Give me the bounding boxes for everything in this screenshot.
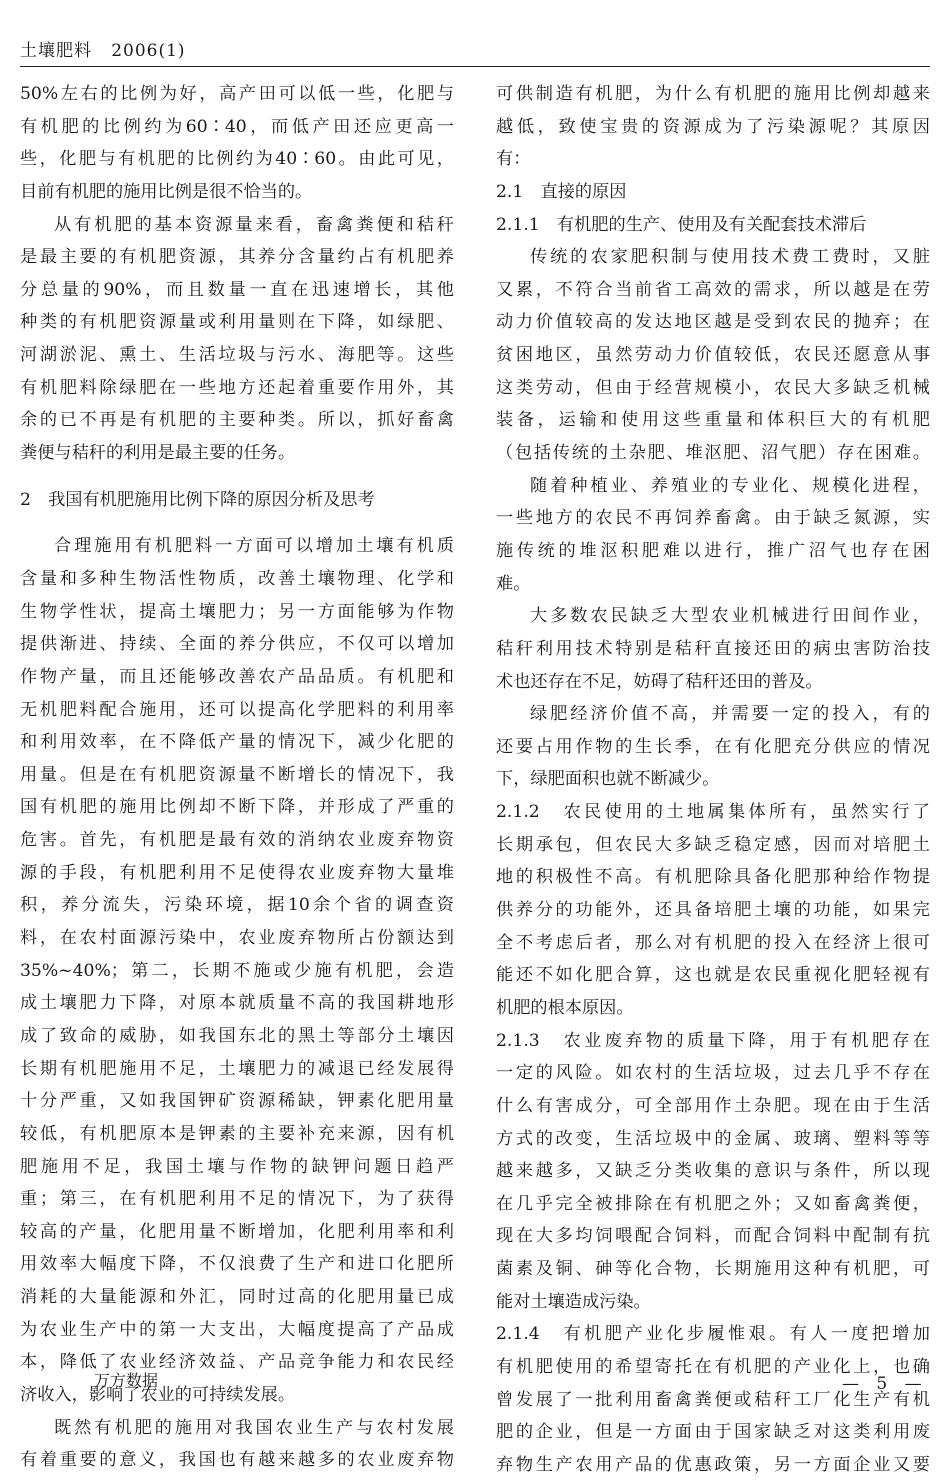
text-line: 为农业生产中的第一大支出，大幅度提高了产品成 [20, 1319, 454, 1340]
text-line: 长期有机肥施用不足，土壤肥力的减退已经发展得 [20, 1058, 454, 1079]
text-line: 弃物生产农用产品的优惠政策，另一方面企业又要 [496, 1454, 930, 1475]
text-line: 提供渐进、持续、全面的养分供应，不仅可以增加 [20, 634, 454, 655]
text-line: 粪便与秸秆的利用是最主要的任务。 [20, 443, 296, 464]
text-line: 较低，有机肥原本是钾素的主要补充来源，因有机 [20, 1123, 454, 1144]
text-line: 肥的企业，但是一方面由于国家缺乏对这类利用废 [496, 1422, 930, 1443]
text-line: 危害。首先，有机肥是最有效的消纳农业废弃物资 [20, 830, 454, 851]
section-heading: 2 我国有机肥施用比例下降的原因分析及思考 [20, 489, 375, 510]
text-line: 什么有害成分，可全部用作土杂肥。现在由于生活 [496, 1095, 930, 1116]
text-line: 河湖淤泥、熏土、生活垃圾与污水、海肥等。这些 [20, 345, 454, 366]
text-line: 一些地方的农民不再饲养畜禽。由于缺乏氮源，实 [496, 508, 930, 529]
text-line: 越来越多，又缺乏分类收集的意识与条件，所以现 [496, 1161, 930, 1182]
text-line: 国有机肥的施用比例却不断下降，并形成了严重的 [20, 797, 454, 818]
text-line: 施传统的堆沤积肥难以进行，推广沼气也存在困 [496, 540, 930, 561]
text-line: 现在大多均饲喂配合饲料，而配合饲料中配制有抗 [496, 1226, 930, 1247]
text-line: 和利用效率，在不降低产量的情况下，减少化肥的 [20, 732, 454, 753]
text-line: 又累，不符合当前省工高效的需求，所以越是在劳 [496, 279, 930, 300]
section-heading: 2.1.1 有机肥的生产、使用及有关配套技术滞后 [496, 214, 867, 235]
text-line: 种类的有机肥资源量或利用量则在下降，如绿肥、 [20, 312, 454, 333]
text-line: 曾发展了一批利用畜禽粪便或秸秆工厂化生产有机 [496, 1389, 930, 1410]
text-line: 供养分的功能外，还具备培肥土壤的功能，如果完 [496, 900, 930, 921]
text-line: 机肥的根本原因。 [496, 997, 634, 1018]
text-line: 2.1.4 有机肥产业化步履惟艰。有人一度把增加 [496, 1324, 930, 1345]
text-line: 济收入，影响了农业的可持续发展。 [20, 1384, 296, 1405]
text-line: 消耗的大量能源和外汇，同时过高的化肥用量已成 [20, 1287, 454, 1308]
text-line: 长期承包，但农民大多缺乏稳定感，因而对培肥土 [496, 834, 930, 855]
text-line: 余的已不再是有机肥的主要种类。所以，抓好畜禽 [20, 410, 454, 431]
text-line: 些，化肥与有机肥的比例约为40∶60。由此可见， [20, 149, 454, 170]
paragraph-gap [20, 516, 454, 530]
right-column [496, 78, 930, 1482]
issue-number: 2006(1) [111, 41, 186, 61]
text-line: 无机肥料配合施用，还可以提高化学肥料的利用率 [20, 699, 454, 720]
text-line: 在几乎完全被排除在有机肥之外；又如畜禽粪便， [496, 1193, 930, 1214]
text-line: 能对土壤造成污染。 [496, 1291, 651, 1312]
text-line: 用量。但是在有机肥资源量不断增长的情况下，我 [20, 764, 454, 785]
text-line: 有机肥的比例约为60∶40，而低产田还应更高一 [20, 116, 454, 137]
text-line: 可供制造有机肥，为什么有机肥的施用比例却越来 [496, 84, 930, 104]
text-line: 成土壤肥力下降，对原本就质量不高的我国耕地形 [20, 993, 454, 1014]
page-number: — 5 — [842, 1374, 928, 1394]
text-line: 2.1.3 农业废弃物的质量下降，用于有机肥存在 [496, 1030, 930, 1051]
text-line: 含量和多种生物活性物质，改善土壤物理、化学和 [20, 568, 454, 589]
text-line: 重；第三，在有机肥利用不足的情况下，为了获得 [20, 1189, 454, 1210]
text-line: 肥施用不足，我国土壤与作物的缺钾问题日趋严 [20, 1156, 454, 1177]
text-line: 50%左右的比例为好，高产田可以低一些，化肥与 [20, 84, 454, 104]
header-rule [20, 66, 930, 67]
text-line: 目前有机肥的施用比例是很不恰当的。 [20, 181, 313, 202]
text-line: 地的积极性不高。有机肥除具备化肥那种给作物提 [496, 867, 930, 888]
text-line: 用效率大幅度下降，不仅浪费了生产和进口化肥所 [20, 1254, 454, 1275]
text-line: 有着重要的意义，我国也有越来越多的农业废弃物 [20, 1450, 454, 1471]
text-line: 较高的产量，化肥用量不断增加，化肥利用率和利 [20, 1221, 454, 1242]
text-line: 料，在农村面源污染中，农业废弃物所占份额达到 [20, 928, 454, 949]
text-line: 秸秆利用技术特别是秸秆直接还田的病虫害防治技 [496, 638, 930, 659]
text-line: 有机肥使用的希望寄托在有机肥的产业化上，也确 [496, 1356, 930, 1377]
text-line: 分总量的90%，而且数量一直在迅速增长，其他 [20, 279, 454, 300]
footer-source: 万方数据 [94, 1371, 159, 1390]
text-line: 传统的农家肥积制与使用技术费工费时，又脏 [530, 247, 930, 268]
text-line: 难。 [496, 573, 531, 594]
text-line: 贫困地区，虽然劳动力价值较低，农民还愿意从事 [496, 345, 930, 366]
text-line: 本，降低了农业经济效益、产品竞争能力和农民经 [20, 1352, 454, 1373]
text-line: 积，养分流失，污染环境，据10余个省的调查资 [20, 895, 454, 916]
text-line: 还要占用作物的生长季，在有化肥充分供应的情况 [496, 736, 930, 757]
text-line: 生物学性状，提高土壤肥力；另一方面能够为作物 [20, 601, 454, 622]
text-line: 术也还存在不足，妨碍了秸秆还田的普及。 [496, 671, 823, 692]
text-line: 有： [496, 149, 531, 170]
text-line: 作物产量，而且还能够改善农产品品质。有机肥和 [20, 666, 454, 687]
text-line: 2.1.2 农民使用的土地属集体所有，虽然实行了 [496, 802, 930, 823]
text-line: 这类劳动，但由于经营规模小，农民大多缺乏机械 [496, 377, 930, 398]
text-line: 成了致命的威胁，如我国东北的黑土等部分土壤因 [20, 1025, 454, 1046]
text-line: 随着种植业、养殖业的专业化、规模化进程， [530, 475, 930, 496]
paragraph-gap [20, 470, 454, 484]
text-line: 动力价值较高的发达地区越是受到农民的抛弃；在 [496, 312, 930, 333]
text-line: 源的手段，有机肥利用不足使得农业废弃物大量堆 [20, 862, 454, 883]
text-line: 十分严重，又如我国钾矿资源稀缺，钾素化肥用量 [20, 1091, 454, 1112]
text-line: 全不考虑后者，那么对有机肥的投入在经济上很可 [496, 932, 930, 953]
journal-name: 土壤肥料 [20, 41, 92, 61]
text-line: 合理施用有机肥料一方面可以增加土壤有机质 [54, 536, 454, 557]
text-line: 方式的改变，生活垃圾中的金属、玻璃、塑料等等 [496, 1128, 930, 1149]
text-line: 有机肥料除绿肥在一些地方还起着重要作用外，其 [20, 377, 454, 398]
text-line: 装备，运输和使用这些重量和体积巨大的有机肥 [496, 410, 930, 431]
text-line: 一定的风险。如农村的生活垃圾，过去几乎不存在 [496, 1063, 930, 1084]
text-line: 菌素及铜、砷等化合物，长期施用这种有机肥，可 [496, 1259, 930, 1280]
text-line: 越低，致使宝贵的资源成为了污染源呢？其原因 [496, 116, 930, 137]
left-column [20, 78, 454, 1477]
text-line: 既然有机肥的施用对我国农业生产与农村发展 [54, 1417, 454, 1438]
running-header [20, 36, 186, 61]
text-line: （包括传统的土杂肥、堆沤肥、沼气肥）存在困难。 [496, 443, 930, 464]
text-line: 绿肥经济价值不高，并需要一定的投入，有的 [530, 704, 930, 725]
text-line: 35%~40%；第二，长期不施或少施有机肥，会造 [20, 960, 454, 981]
text-line: 下，绿肥面积也就不断减少。 [496, 769, 720, 790]
text-line: 从有机肥的基本资源量来看，畜禽粪便和秸秆 [54, 214, 454, 235]
text-line: 大多数农民缺乏大型农业机械进行田间作业， [530, 606, 930, 627]
text-line: 是最主要的有机肥资源，其养分含量约占有机肥养 [20, 247, 454, 268]
text-line: 能还不如化肥合算，这也就是农民重视化肥轻视有 [496, 965, 930, 986]
section-heading: 2.1 直接的原因 [496, 181, 627, 202]
